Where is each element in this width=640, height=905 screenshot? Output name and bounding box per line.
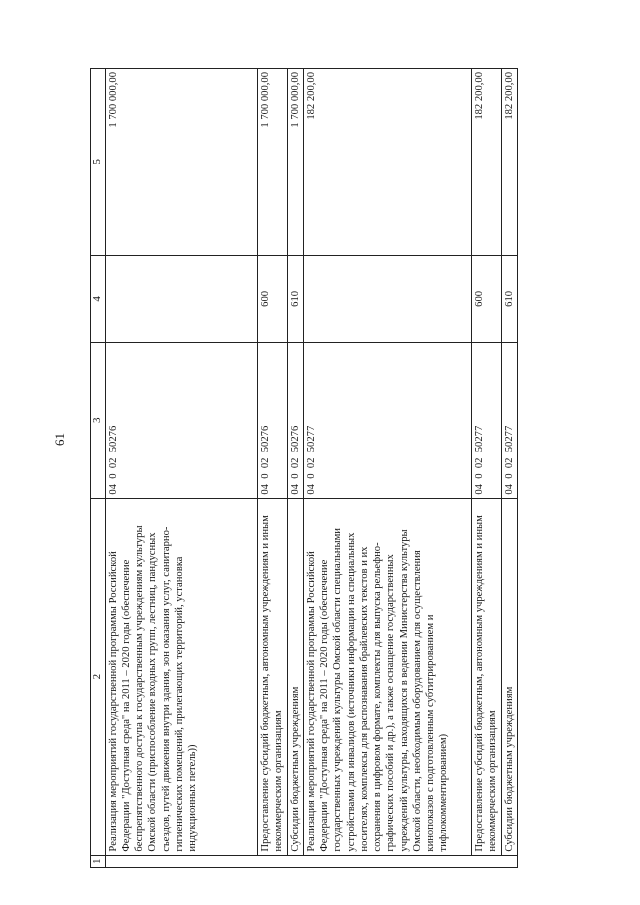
table-row	[471, 69, 501, 868]
table-row	[303, 69, 471, 868]
row-name-cell: Реализация мероприятий государственной программы Российской Федерации "Доступная среда" на 2011 – 2020 годы (обеспечение беспрепятственного доступа к государственным учреждениям культуры Омской области (приспособление входных групп, лестниц, пандусных съездов, путей движения внутри здания, зон оказания услуг, санитарно-гигиенических помещений, прилегающих территорий, установка индукционных петель))	[105, 498, 257, 855]
row-code-cell: 04 0 02 50276	[287, 342, 303, 498]
header-col-3: 3	[91, 342, 106, 498]
row-type-cell: 610	[501, 255, 517, 342]
row-type-cell	[303, 255, 471, 342]
header-col-4: 4	[91, 255, 106, 342]
page-number: 61	[52, 433, 67, 446]
row-code-cell: 04 0 02 50277	[501, 342, 517, 498]
row-code-cell: 04 0 02 50277	[471, 342, 501, 498]
row-code-cell: 04 0 02 50276	[257, 342, 287, 498]
row-type-cell: 600	[471, 255, 501, 342]
table-row	[257, 69, 287, 868]
row-name-cell: Предоставление субсидий бюджетным, автономным учреждениям и иным некоммерческим организациям	[471, 498, 501, 855]
row-code-cell: 04 0 02 50277	[303, 342, 471, 498]
row-amount-cell: 182 200,00	[303, 69, 471, 256]
table-header-row	[91, 69, 106, 868]
row-index-cell	[105, 855, 517, 867]
budget-table	[90, 68, 518, 868]
row-amount-cell: 182 200,00	[501, 69, 517, 256]
row-name-cell: Реализация мероприятий государственной программы Российской Федерации "Доступная среда" на 2011 – 2020 годы (обеспечение государственных учреждений культуры Омской области специальными устройствами для инвалидов (источники информации на специальных носителях, комплексы для распознавания брайлевских текстов и их сохранения в цифровом формате, комплекты для выпуска рельефно-графических пособий и др.), а также оснащение государственных учреждений культуры, находящихся в ведении Министерства культуры Омской области, необходимым оборудованием для осуществления кинопоказов с подготовленным субтитрированием и тифлокомментированием)	[303, 498, 471, 855]
row-amount-cell: 1 700 000,00	[105, 69, 257, 256]
row-amount-cell: 182 200,00	[471, 69, 501, 256]
row-type-cell: 610	[287, 255, 303, 342]
row-name-cell: Предоставление субсидий бюджетным, автономным учреждениям и иным некоммерческим организациям	[257, 498, 287, 855]
row-code-cell: 04 0 02 50276	[105, 342, 257, 498]
row-name-cell: Субсидии бюджетным учреждениям	[287, 498, 303, 855]
row-name-cell: Субсидии бюджетным учреждениям	[501, 498, 517, 855]
row-type-cell	[105, 255, 257, 342]
row-amount-cell: 1 700 000,00	[257, 69, 287, 256]
header-col-1: 1	[91, 855, 106, 867]
header-col-5: 5	[91, 69, 106, 256]
table-row	[501, 69, 517, 868]
table-row	[287, 69, 303, 868]
table-row	[105, 69, 257, 868]
header-col-2: 2	[91, 498, 106, 855]
budget-table-frame	[90, 68, 515, 868]
row-amount-cell: 1 700 000,00	[287, 69, 303, 256]
row-type-cell: 600	[257, 255, 287, 342]
